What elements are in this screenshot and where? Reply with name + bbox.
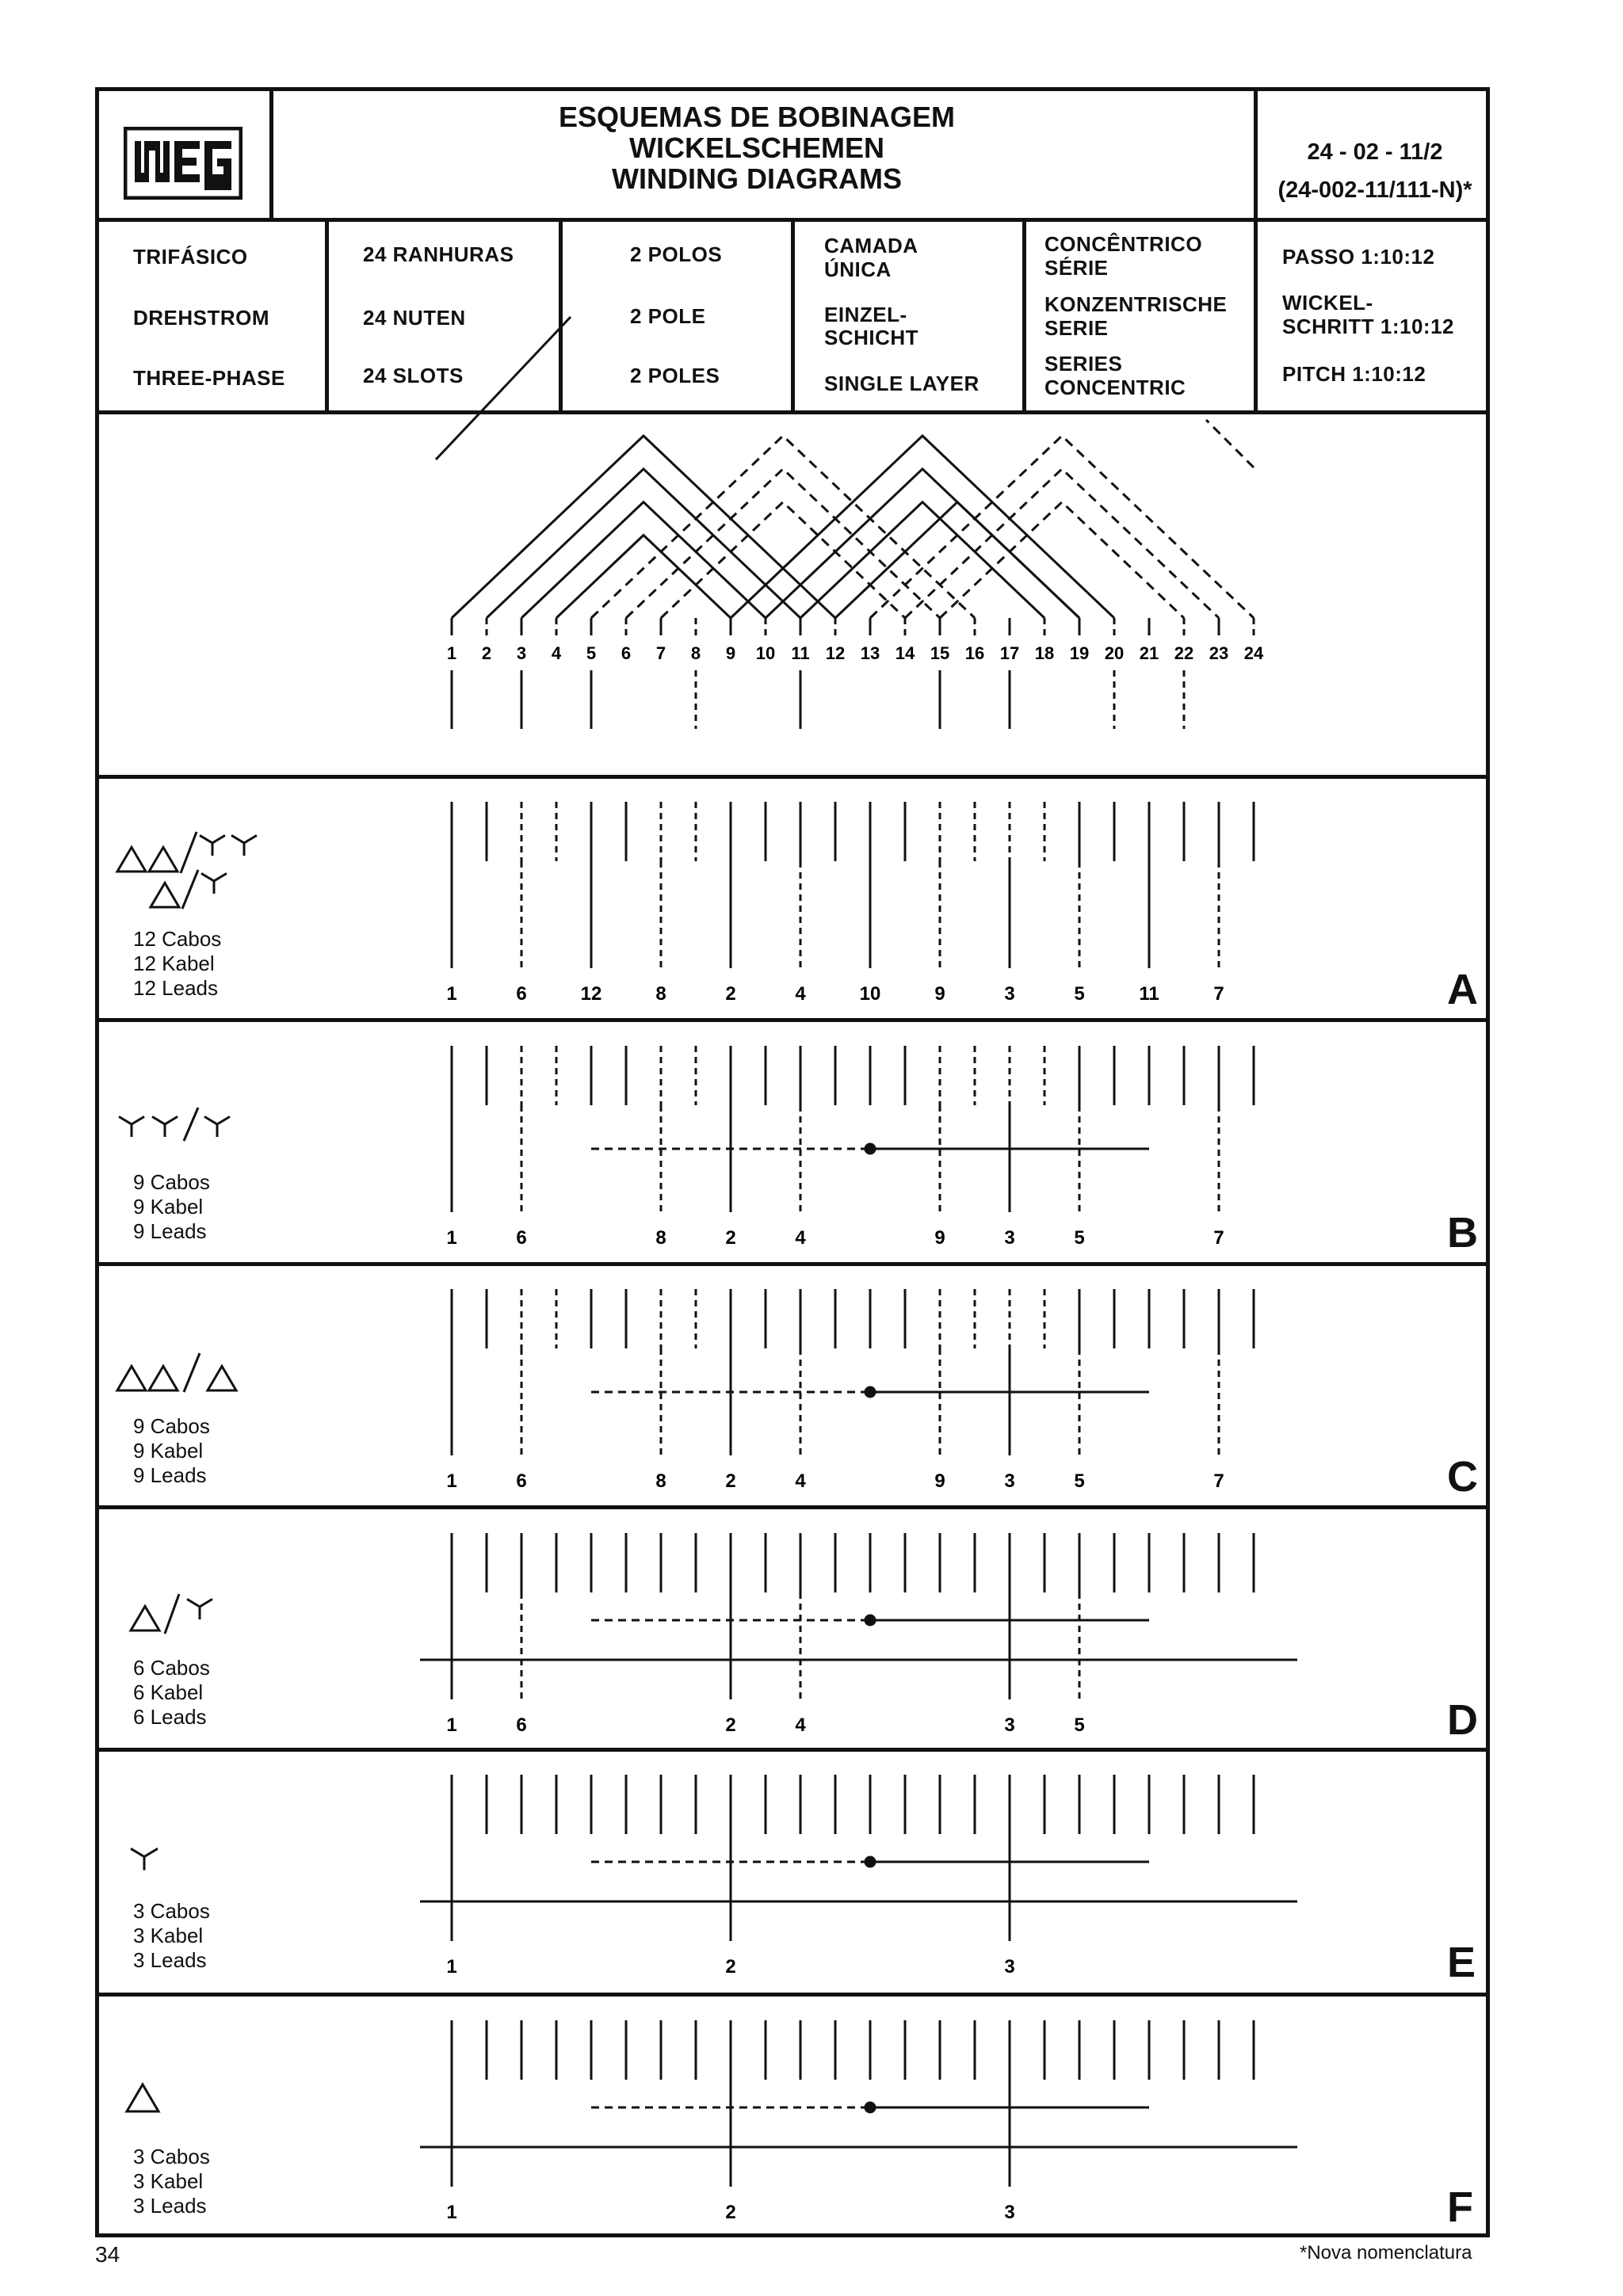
lead-number: 2 [725,1227,736,1249]
wye-symbol [200,835,225,856]
slot-number: 21 [1139,643,1159,663]
lead-number: 4 [795,1714,806,1736]
slot-number: 18 [1034,643,1055,663]
type-en-1: SERIES [1044,352,1123,376]
lead-number: 9 [934,1227,945,1249]
wye-symbol [204,1116,230,1137]
lead-number: 6 [516,1227,527,1249]
slot-number: 12 [825,643,846,663]
connection-rows [420,802,1297,2187]
cables-f-pt: 3 Cabos [133,2145,210,2168]
slot-number: 2 [481,643,492,663]
cables-a [133,927,221,1001]
junction-dot [865,1144,875,1154]
lead-number: 2 [725,1470,736,1492]
lead-number: 5 [1074,1470,1085,1492]
lead-number: 2 [725,1956,736,1978]
wye-symbol [187,1599,212,1619]
slot-number: 1 [446,643,457,663]
poles-de: 2 POLE [630,304,706,328]
page-number: 34 [95,2242,120,2267]
lead-number: 3 [1004,1956,1015,1978]
junction-dot [865,2103,875,2112]
lead-number: 5 [1074,983,1085,1005]
delta-symbol [149,847,178,871]
junction-dot [865,1615,875,1625]
lead-number: 4 [795,1227,806,1249]
cables-a-en: 12 Leads [133,976,218,1000]
slot-number: 11 [791,643,810,663]
wye-symbol [119,1116,144,1137]
type-pt-2: SÉRIE [1044,256,1109,280]
slot-number: 19 [1069,643,1090,663]
junction-dot [865,1857,875,1867]
row-letter-a: A [1447,966,1478,1013]
delta-symbol [131,1606,159,1630]
cables-b-en: 9 Leads [133,1219,207,1243]
cables-c [133,1414,210,1488]
row-letter-c: C [1447,1453,1478,1501]
cables-b-de: 9 Kabel [133,1195,204,1219]
type-de-1: KONZENTRISCHE [1044,292,1228,316]
slot-number: 15 [930,643,950,663]
cables-b [133,1170,210,1244]
code-alt: (24-002-11/111-N)* [1277,177,1472,203]
slot-number: 4 [551,643,562,663]
delta-symbol [117,847,146,871]
layer-de-1: EINZEL- [824,303,907,326]
poles-pt: 2 POLOS [630,242,723,266]
cables-d-de: 6 Kabel [133,1680,204,1704]
slot-label-group [447,643,1264,663]
cables-d-pt: 6 Cabos [133,1656,210,1680]
footnote: *Nova nomenclatura [1300,2242,1472,2264]
coil-dashed [591,436,975,618]
slot-number: 8 [690,643,701,663]
lead-number: 8 [655,1227,666,1249]
slot-number: 22 [1174,643,1194,663]
row-letter-b: B [1447,1209,1478,1257]
code: 24 - 02 - 11/2 [1307,139,1443,165]
cables-c-en: 9 Leads [133,1463,207,1487]
cables-e-pt: 3 Cabos [133,1899,210,1923]
lead-number: 7 [1213,983,1224,1005]
cables-f-en: 3 Leads [133,2194,207,2218]
wye-symbol [231,835,257,856]
title-pt: ESQUEMAS DE BOBINAGEM [558,101,956,133]
lead-number: 2 [725,983,736,1005]
junction-dot [865,1387,875,1397]
cables-f-de: 3 Kabel [133,2169,204,2193]
lead-number: 5 [1074,1227,1085,1249]
slot-number: 20 [1104,643,1125,663]
slot-number: 24 [1243,643,1264,663]
row-letter-f: F [1447,2183,1473,2231]
slot-number: 17 [999,643,1020,663]
slot-number: 23 [1209,643,1229,663]
slash-symbol [184,1353,200,1392]
row-letter-e: E [1447,1939,1476,1986]
cables-e [133,1899,210,1973]
layer-pt-1: CAMADA [824,234,918,257]
slot-number: 14 [895,643,915,663]
lead-number: 6 [516,1470,527,1492]
cables-e-en: 3 Leads [133,1948,207,1972]
slot-stub-group [452,618,1254,729]
coil-dashed [870,436,1254,618]
slots-pt: 24 RANHURAS [363,242,514,266]
slots-de: 24 NUTEN [363,306,466,330]
type-pt-1: CONCÊNTRICO [1044,232,1203,256]
type-en-2: CONCENTRIC [1044,376,1186,399]
cables-d-en: 6 Leads [133,1705,207,1729]
lead-number: 1 [446,1470,457,1492]
lead-number: 6 [516,1714,527,1736]
layer-pt-2: ÚNICA [824,257,892,281]
lead-number: 5 [1074,1714,1085,1736]
phase-pt: TRIFÁSICO [133,245,248,269]
layer-en: SINGLE LAYER [824,372,980,395]
lead-number: 10 [859,983,881,1005]
cables-e-de: 3 Kabel [133,1924,204,1947]
layer-de-2: SCHICHT [824,326,919,349]
lead-number: 9 [934,1470,945,1492]
slot-number: 7 [655,643,666,663]
cables-c-de: 9 Kabel [133,1439,204,1463]
cables-a-de: 12 Kabel [133,952,215,975]
lead-number: 8 [655,1470,666,1492]
lead-number: 1 [446,983,457,1005]
title-en: WINDING DIAGRAMS [612,162,902,195]
phase-de: DREHSTROM [133,306,270,330]
coil-wrap-left [436,317,571,460]
delta-symbol [208,1366,236,1390]
lead-number: 12 [580,983,602,1005]
cables-a-pt: 12 Cabos [133,927,222,951]
lead-number: 11 [1139,983,1159,1005]
pitch-de-2: SCHRITT 1:10:12 [1282,315,1454,338]
wye-symbol [152,1116,178,1137]
lead-number: 7 [1213,1470,1224,1492]
wye-symbol [131,1848,158,1870]
lead-number: 3 [1004,2202,1015,2223]
lead-number: 2 [725,1714,736,1736]
cables-b-pt: 9 Cabos [133,1170,210,1194]
slot-number: 5 [586,643,597,663]
title-de: WICKELSCHEMEN [629,132,884,164]
poles-en: 2 POLES [630,364,720,387]
lead-number: 1 [446,1956,457,1978]
lead-number: 1 [446,1227,457,1249]
lead-number: 2 [725,2202,736,2223]
lead-number: 1 [446,2202,457,2223]
slot-number: 10 [755,643,776,663]
coil-wrap-right [1206,420,1254,467]
lead-number: 8 [655,983,666,1005]
lead-number: 1 [446,1714,457,1736]
slot-number: 13 [860,643,880,663]
slash-symbol [182,870,198,909]
lead-number: 3 [1004,1714,1015,1736]
coil-solid [452,436,835,618]
pitch-de-1: WICKEL- [1282,291,1373,315]
pitch-pt: PASSO 1:10:12 [1282,245,1435,269]
coil-group [436,317,1254,618]
lead-number: 4 [795,983,806,1005]
cables-f [133,2145,210,2218]
coil-solid [731,436,1114,618]
lead-number: 7 [1213,1227,1224,1249]
delta-symbol [117,1366,146,1390]
delta-symbol [149,1366,178,1390]
lead-number: 3 [1004,1470,1015,1492]
slot-number: 3 [516,643,527,663]
delta-symbol [127,2084,158,2111]
lead-number: 3 [1004,983,1015,1005]
slash-symbol [184,1108,198,1141]
type-de-2: SERIE [1044,316,1109,340]
slot-number: 16 [964,643,985,663]
lead-number: 9 [934,983,945,1005]
cables-d [133,1656,210,1730]
slots-en: 24 SLOTS [363,364,464,387]
lead-number: 3 [1004,1227,1015,1249]
slot-number: 9 [725,643,736,663]
lead-number: 4 [795,1470,806,1492]
coil-solid [556,536,731,619]
wye-symbol [201,873,227,894]
slash-symbol [165,1594,179,1634]
cables-c-pt: 9 Cabos [133,1414,210,1438]
row-letter-d: D [1447,1696,1478,1744]
phase-en: THREE-PHASE [133,366,285,390]
delta-symbol [151,883,179,907]
slot-number: 6 [621,643,632,663]
pitch-en: PITCH 1:10:12 [1282,362,1426,386]
lead-number: 6 [516,983,527,1005]
slash-symbol [181,832,197,873]
